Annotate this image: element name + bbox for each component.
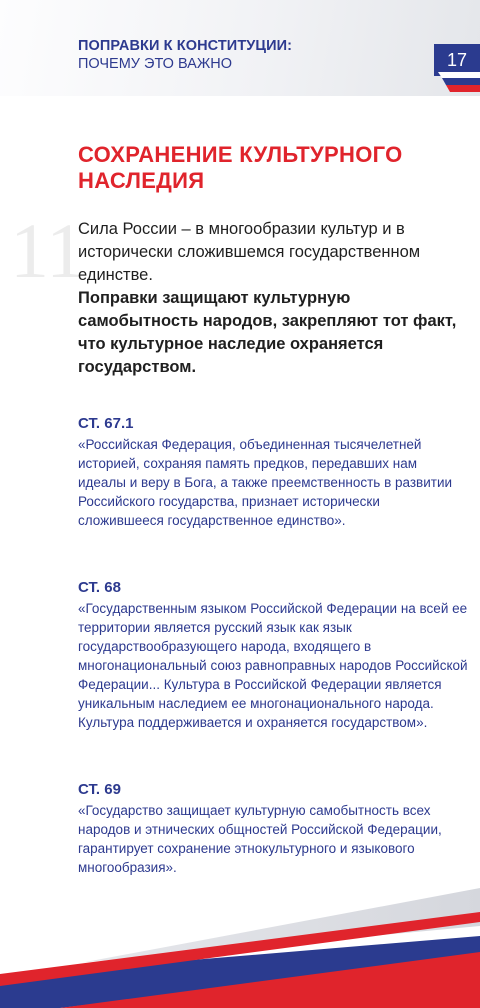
header-title: ПОПРАВКИ К КОНСТИТУЦИИ:: [78, 38, 293, 54]
section-intro: Сила России – в многообразии культур и в исторически сложившемся государственном единстве.: [78, 220, 421, 284]
article-label: СТ. 69: [78, 781, 121, 798]
section-number: 11: [10, 207, 86, 294]
bottom-wave-decoration: [0, 848, 480, 1008]
section-title: СОХРАНЕНИЕ КУЛЬТУРНОГО НАСЛЕДИЯ: [78, 142, 403, 193]
header-subtitle: ПОЧЕМУ ЭТО ВАЖНО: [78, 56, 232, 72]
page-header: [0, 0, 480, 96]
article-text: «Государство защищает культурную самобытность всех народов и этнических общностей Российской Федерации, гарантирует сохранение этнокультурного и языкового многообразия».: [78, 803, 442, 875]
article-text: «Российская Федерация, объединенная тысячелетней историей, сохраняя память предков, передавших нам идеалы и веру в Бога, а также преемственность в развитии Российского государства, признает исторически сложившееся государственное единство».: [78, 437, 453, 528]
article-68: [78, 578, 468, 732]
flag-stripe-red: [446, 85, 480, 92]
article-67-1: [78, 414, 468, 530]
page-number-badge: 17: [434, 44, 480, 76]
article-label: СТ. 68: [78, 579, 121, 596]
section-intro-bold: Поправки защищают культурную самобытность народов, закрепляют тот факт, что культурное наследие охраняется государством.: [78, 289, 457, 376]
article-text: «Государственным языком Российской Федерации на всей ее территории является русский язык как язык государствообразующего народа, входящего в многонациональный союз равноправных народов Российской Федерации... Культура в Российской Федерации является уникальным наследием ее многонационального народа. Культура поддерживается и охраняется государством».: [78, 601, 468, 730]
article-label: СТ. 67.1: [78, 415, 134, 432]
flag-stripes-decoration: [420, 72, 480, 96]
flag-stripe-blue: [442, 78, 480, 85]
flag-stripe-white: [438, 72, 480, 78]
